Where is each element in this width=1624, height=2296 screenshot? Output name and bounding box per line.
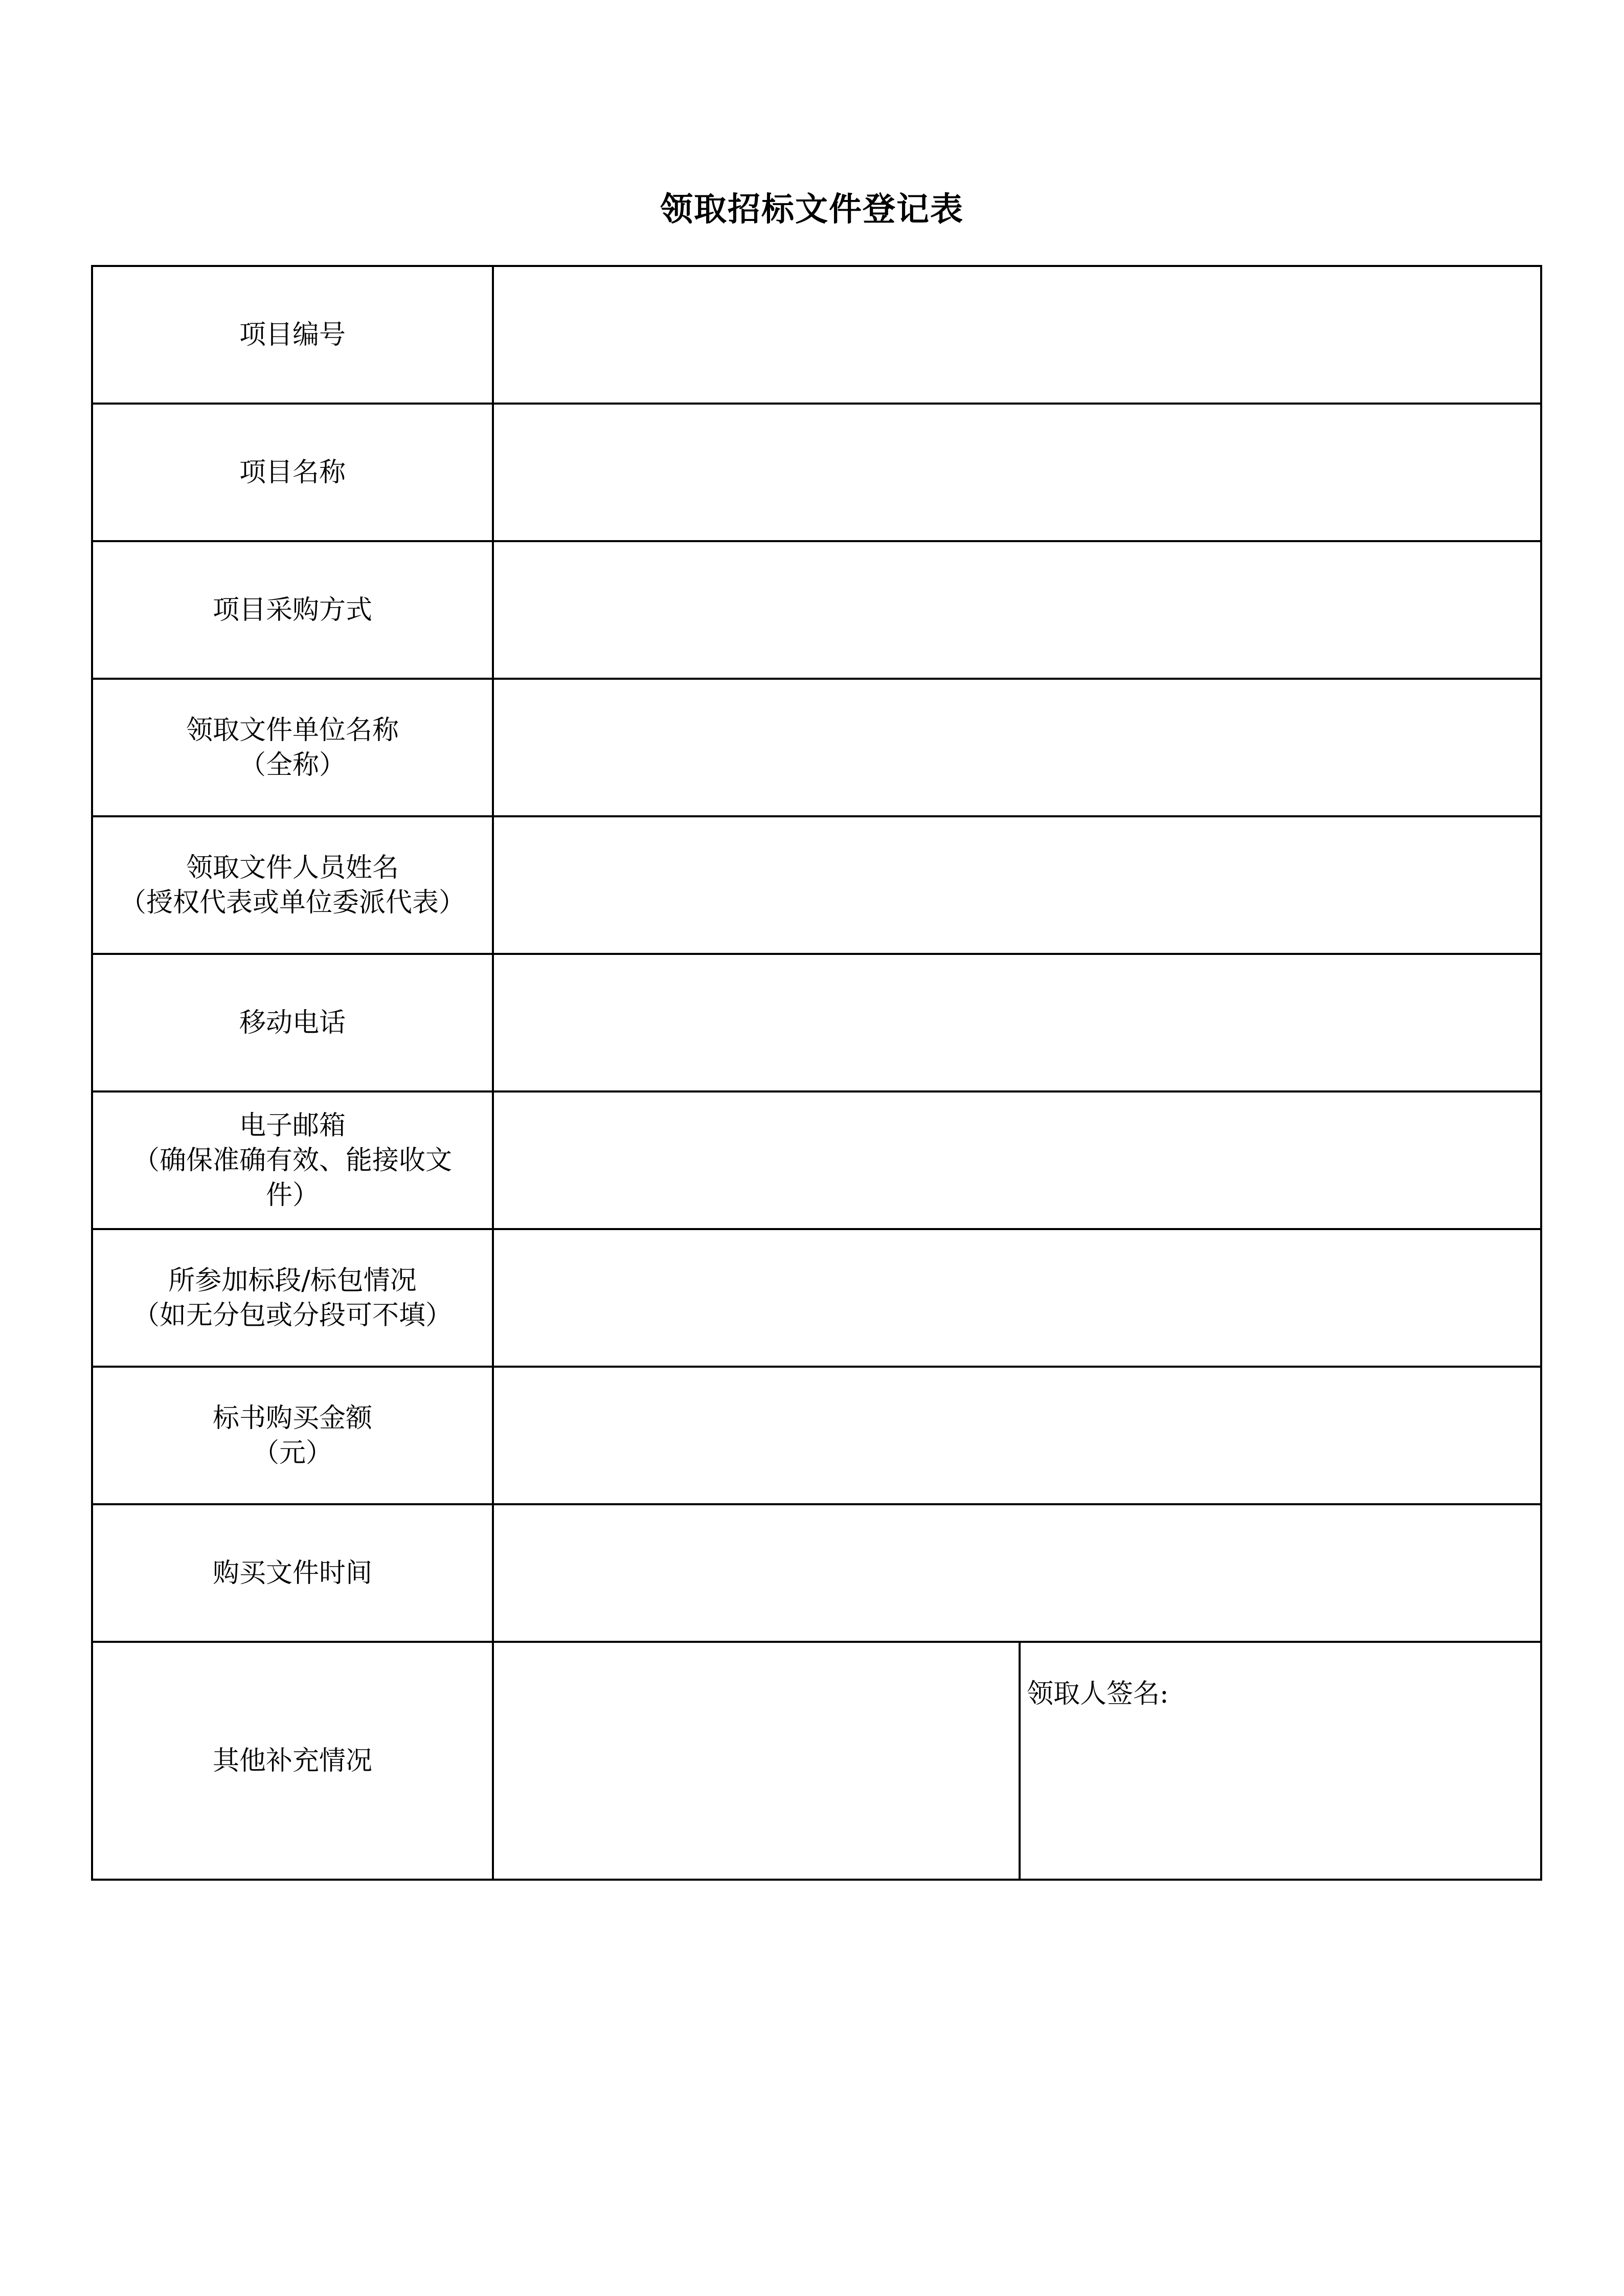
label-line-note: （全称） bbox=[239, 749, 346, 781]
label-purchase-amount bbox=[92, 1367, 493, 1504]
row-recipient-name bbox=[92, 816, 1541, 954]
label-project-name bbox=[92, 404, 493, 541]
label-line-note: （确保准确有效、能接收文 bbox=[132, 1145, 452, 1176]
label-bid-section bbox=[92, 1229, 493, 1367]
label-line: 领取文件人员姓名 bbox=[186, 852, 399, 883]
row-purchase-time bbox=[92, 1504, 1541, 1642]
label-line-note: （授权代表或单位委派代表） bbox=[119, 887, 465, 918]
field-company-name[interactable] bbox=[493, 679, 1541, 816]
label-procurement-method bbox=[92, 541, 493, 679]
row-email bbox=[92, 1091, 1541, 1229]
label-line: 领取文件单位名称 bbox=[186, 715, 399, 746]
signature-label: 领取人签名: bbox=[1027, 1679, 1169, 1709]
row-procurement-method bbox=[92, 541, 1541, 679]
label-line: 其他补充情况 bbox=[212, 1745, 372, 1776]
label-line: 项目名称 bbox=[239, 457, 346, 488]
field-email[interactable] bbox=[493, 1091, 1541, 1229]
label-email bbox=[92, 1091, 493, 1229]
field-procurement-method[interactable] bbox=[493, 541, 1541, 679]
label-purchase-time bbox=[92, 1504, 493, 1642]
field-bid-section[interactable] bbox=[493, 1229, 1541, 1367]
label-line: 移动电话 bbox=[239, 1007, 346, 1038]
label-line: 项目采购方式 bbox=[212, 594, 372, 626]
signature-field[interactable] bbox=[1020, 1642, 1541, 1880]
page-title: 领取招标文件登记表 bbox=[660, 190, 964, 229]
label-company-name bbox=[92, 679, 493, 816]
field-purchase-amount[interactable] bbox=[493, 1367, 1541, 1504]
field-purchase-time[interactable] bbox=[493, 1504, 1541, 1642]
field-other-notes[interactable] bbox=[493, 1642, 1020, 1880]
label-line: 所参加标段/标包情况 bbox=[168, 1265, 417, 1296]
label-line: 电子邮箱 bbox=[239, 1110, 346, 1141]
field-project-name[interactable] bbox=[493, 404, 1541, 541]
label-other-notes bbox=[92, 1642, 493, 1880]
row-project-name bbox=[92, 404, 1541, 541]
label-mobile-phone bbox=[92, 954, 493, 1091]
field-project-number[interactable] bbox=[493, 266, 1541, 404]
label-recipient-name bbox=[92, 816, 493, 954]
label-line: 购买文件时间 bbox=[212, 1557, 372, 1589]
label-line-note: （如无分包或分段可不填） bbox=[132, 1300, 452, 1331]
label-line: 标书购买金额 bbox=[212, 1402, 372, 1434]
row-purchase-amount bbox=[92, 1367, 1541, 1504]
registration-form-table bbox=[91, 265, 1542, 1881]
field-mobile-phone[interactable] bbox=[493, 954, 1541, 1091]
label-line-note: （元） bbox=[252, 1437, 332, 1468]
row-company-name bbox=[92, 679, 1541, 816]
row-other-notes bbox=[92, 1642, 1541, 1880]
field-recipient-name[interactable] bbox=[493, 816, 1541, 954]
row-project-number bbox=[92, 266, 1541, 404]
label-line: 项目编号 bbox=[239, 319, 346, 350]
row-bid-section bbox=[92, 1229, 1541, 1367]
row-mobile-phone bbox=[92, 954, 1541, 1091]
label-project-number bbox=[92, 266, 493, 404]
label-line-note: 件） bbox=[265, 1179, 319, 1211]
